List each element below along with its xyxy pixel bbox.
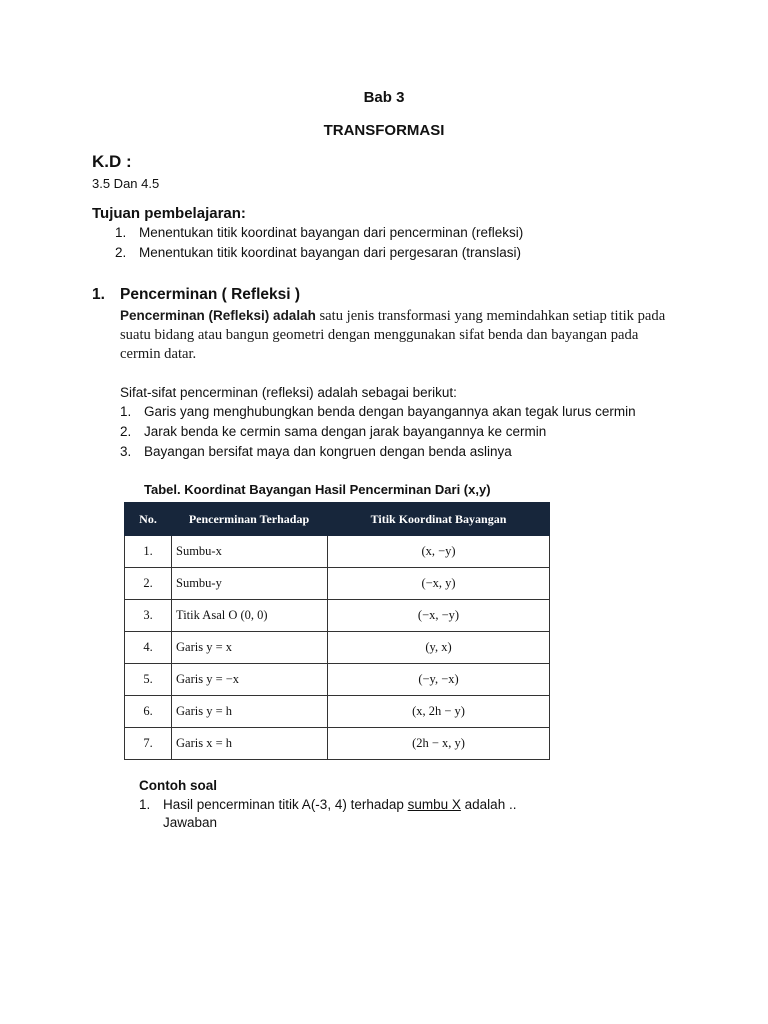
table-header-row [125,503,550,536]
table-row [125,568,550,600]
sifat-item [120,442,636,462]
tujuan-item [115,243,523,263]
sifat-item [120,422,636,442]
cell-titik: (x, −y) [328,536,550,568]
table-caption: Tabel. Koordinat Bayangan Hasil Pencerminan Dari (x,y) [144,482,491,497]
header-pencerminan: Pencerminan Terhadap [172,503,328,536]
contoh-list [139,795,516,815]
tujuan-heading: Tujuan pembelajaran: [92,205,246,222]
jawaban-label: Jawaban [163,815,218,830]
list-number: 1. [120,404,132,419]
list-number: 3. [120,444,132,459]
definition-term: Pencerminan (Refleksi) adalah [120,308,316,323]
list-text: Menentukan titik koordinat bayangan dari pergesaran (translasi) [139,245,521,260]
sifat-item [120,402,636,422]
cell-pencerminan: Sumbu-y [172,568,328,600]
kd-heading: K.D : [92,152,132,171]
cell-titik: (−y, −x) [328,664,550,696]
cell-titik: (−x, y) [328,568,550,600]
header-no: No. [125,503,172,536]
contoh-item [139,795,516,815]
definition-paragraph [120,306,680,364]
list-text: Garis yang menghubungkan benda dengan bayangannya akan tegak lurus cermin [144,404,636,419]
cell-pencerminan: Titik Asal O (0, 0) [172,600,328,632]
section-heading [92,286,300,304]
soal-text-before: Hasil pencerminan titik A(-3, 4) terhadap [163,797,408,812]
cell-pencerminan: Sumbu-x [172,536,328,568]
cell-titik: (y, x) [328,632,550,664]
cell-no: 7. [125,728,172,760]
table-row [125,664,550,696]
sifat-intro: Sifat-sifat pencerminan (refleksi) adalah sebagai berikut: [120,385,457,400]
reflection-table [124,502,550,760]
list-number: 1. [139,797,151,812]
table-row [125,536,550,568]
table-row [125,632,550,664]
list-number: 2. [120,424,132,439]
cell-titik: (2h − x, y) [328,728,550,760]
tujuan-item [115,223,523,243]
cell-no: 2. [125,568,172,600]
sifat-list [120,402,636,462]
soal-text-after: adalah .. [460,797,517,812]
kd-value: 3.5 Dan 4.5 [92,176,160,191]
table-row [125,696,550,728]
soal-underlined: sumbu X [407,797,461,812]
cell-no: 5. [125,664,172,696]
cell-pencerminan: Garis y = −x [172,664,328,696]
header-titik: Titik Koordinat Bayangan [328,503,550,536]
section-title: Pencerminan ( Refleksi ) [120,286,301,303]
list-number: 1. [115,225,127,240]
contoh-heading: Contoh soal [139,778,217,793]
list-number: 2. [115,245,127,260]
cell-pencerminan: Garis y = h [172,696,328,728]
list-text: Bayangan bersifat maya dan kongruen dengan benda aslinya [144,444,512,459]
list-text: Jarak benda ke cermin sama dengan jarak bayangannya ke cermin [144,424,547,439]
cell-pencerminan: Garis y = x [172,632,328,664]
definition-text: satu jenis transformasi yang memindahkan setiap titik pada suatu bidang atau bangun geometri dengan menggunakan sifat benda dan bayangan pada cermin datar. [120,308,666,362]
list-text: Menentukan titik koordinat bayangan dari pencerminan (refleksi) [139,225,524,240]
cell-titik: (x, 2h − y) [328,696,550,728]
section-number: 1. [92,286,105,303]
cell-no: 4. [125,632,172,664]
cell-titik: (−x, −y) [328,600,550,632]
tujuan-list [115,223,523,263]
cell-pencerminan: Garis x = h [172,728,328,760]
chapter-label: Bab 3 [363,89,405,106]
table-row [125,728,550,760]
table-row [125,600,550,632]
cell-no: 6. [125,696,172,728]
cell-no: 3. [125,600,172,632]
cell-no: 1. [125,536,172,568]
chapter-title: TRANSFORMASI [323,122,445,139]
